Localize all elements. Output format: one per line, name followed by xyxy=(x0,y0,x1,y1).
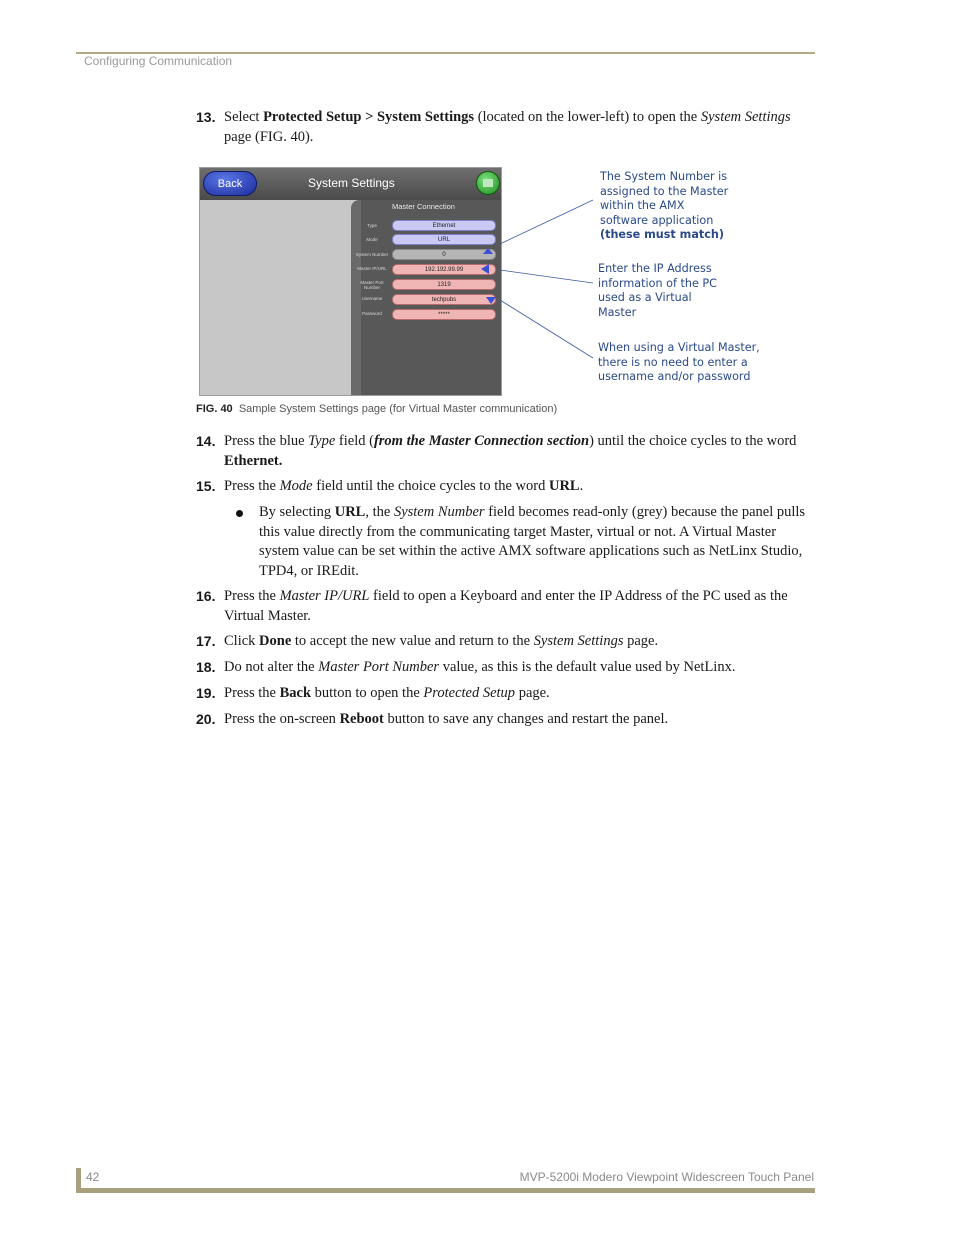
type-field: Ethernet xyxy=(392,220,496,231)
step-15-bullet xyxy=(236,503,816,581)
footer-rule xyxy=(76,1188,815,1193)
step-14 xyxy=(196,432,816,471)
step-number: 19. xyxy=(196,685,216,701)
step-18 xyxy=(196,658,816,678)
password-field: ***** xyxy=(392,309,496,320)
step-number: 14. xyxy=(196,433,216,449)
step-text: Press the Mode field until the choice cycles to the word URL. xyxy=(224,478,584,494)
step-number: 15. xyxy=(196,478,216,494)
callout-username: When using a Virtual Master, there is no need to enter a username and/or password xyxy=(598,341,760,383)
step-text: Press the Master IP/URL field to open a Keyboard and enter the IP Address of the PC used as the Virtual Master. xyxy=(224,588,788,624)
step-number: 13. xyxy=(196,109,216,125)
step-20 xyxy=(196,710,816,730)
system-number-field: 0 xyxy=(392,249,496,260)
section-header: Configuring Communication xyxy=(84,54,233,68)
bullet-icon xyxy=(236,510,243,517)
step-number: 16. xyxy=(196,588,216,604)
step-text: Click Done to accept the new value and return to the System Settings page. xyxy=(224,633,659,649)
step-text: Press the blue Type field (from the Master Connection section) until the choice cycles to the word Ethernet. xyxy=(224,433,797,469)
document-title: MVP-5200i Modero Viewpoint Widescreen Touch Panel xyxy=(519,1170,814,1184)
bullet-text: By selecting URL, the System Number field becomes read-only (grey) because the panel pulls this value directly from the communicating target Master, virtual or not. A Virtual Master system value can be set within the active AMX software applications such as NetLinx Studio, TPD4, or IREdit. xyxy=(259,504,806,579)
step-17 xyxy=(196,632,816,652)
master-ip-label: Master IP/URL xyxy=(357,266,387,271)
system-number-label: System Number xyxy=(355,252,389,257)
master-port-field: 1319 xyxy=(392,279,496,290)
step-number: 18. xyxy=(196,659,216,675)
step-text: Press the on-screen Reboot button to save any changes and restart the panel. xyxy=(224,711,669,727)
username-field: techpubs xyxy=(392,294,496,305)
password-label: Password xyxy=(362,311,382,316)
master-ip-field: 192.192.99.99 xyxy=(392,264,496,275)
step-text: Select Protected Setup > System Settings (located on the lower-left) to open the System Settings page (FIG. 40). xyxy=(224,109,791,145)
callout-ip-address: Enter the IP Address information of the PC used as a Virtual Master xyxy=(598,262,717,319)
screenshot-title: System Settings xyxy=(308,176,395,190)
step-text: Press the Back button to open the Protected Setup page. xyxy=(224,685,550,701)
step-number: 20. xyxy=(196,711,216,727)
callout-leader-lines xyxy=(0,0,954,420)
footer-tick xyxy=(76,1168,81,1193)
mode-field: URL xyxy=(392,234,496,245)
step-text: Do not alter the Master Port Number value, as this is the default value used by NetLinx. xyxy=(224,659,736,675)
mode-label: Mode xyxy=(366,237,378,242)
page-number: 42 xyxy=(86,1170,100,1184)
step-16 xyxy=(196,587,816,626)
type-label: Type xyxy=(367,223,377,228)
master-port-label: Master Port Number xyxy=(360,280,384,290)
back-button: Back xyxy=(203,171,257,196)
step-number: 17. xyxy=(196,633,216,649)
callout-system-number: The System Number is assigned to the Master within the AMX software application (these must match) xyxy=(600,170,729,241)
username-label: Username xyxy=(361,296,383,301)
step-19 xyxy=(196,684,816,704)
figure-caption: FIG. 40 Sample System Settings page (for Virtual Master communication) xyxy=(196,403,558,415)
step-15 xyxy=(196,477,816,497)
master-connection-title: Master Connection xyxy=(392,202,455,211)
